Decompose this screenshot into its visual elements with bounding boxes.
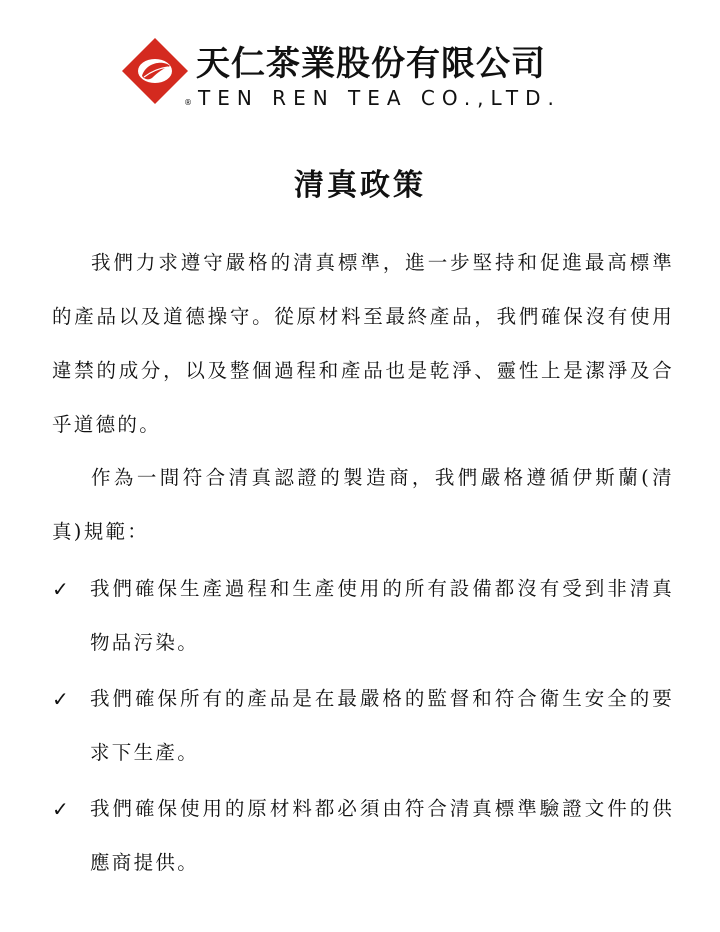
checklist-item bbox=[52, 672, 674, 780]
check-mark-icon: ✓ bbox=[52, 577, 72, 601]
check-mark-icon: ✓ bbox=[52, 687, 72, 711]
policy-paragraph: 我們力求遵守嚴格的清真標準，進一步堅持和促進最高標準的產品以及道德操守。從原材料至最終產品，我們確保沒有使用違禁的成分，以及整個過程和產品也是乾淨、靈性上是潔淨及合乎道德的。 bbox=[52, 251, 674, 436]
letterhead bbox=[120, 28, 620, 112]
policy-paragraph: 作為一間符合清真認證的製造商，我們嚴格遵循伊斯蘭(清真)規範： bbox=[52, 466, 674, 543]
checklist-item-text: 我們確保生產過程和生產使用的所有設備都沒有受到非清真物品污染。 bbox=[90, 577, 674, 654]
checklist-item bbox=[52, 782, 674, 890]
checklist-item-text: 我們確保使用的原材料都必須由符合清真標準驗證文件的供應商提供。 bbox=[90, 797, 674, 874]
company-name-chinese: 天仁茶業股份有限公司 bbox=[196, 44, 546, 84]
check-mark-icon: ✓ bbox=[52, 797, 72, 821]
halal-checklist bbox=[52, 562, 674, 892]
checklist-item-text: 我們確保所有的產品是在最嚴格的監督和符合衛生安全的要求下生產。 bbox=[90, 687, 674, 764]
registered-mark: ® bbox=[184, 98, 192, 107]
tea-leaf-diamond-icon bbox=[120, 36, 190, 106]
checklist-item bbox=[52, 562, 674, 670]
document-title: 清真政策 bbox=[294, 168, 426, 204]
company-name-english: TEN REN TEA CO.,LTD. bbox=[198, 86, 561, 110]
